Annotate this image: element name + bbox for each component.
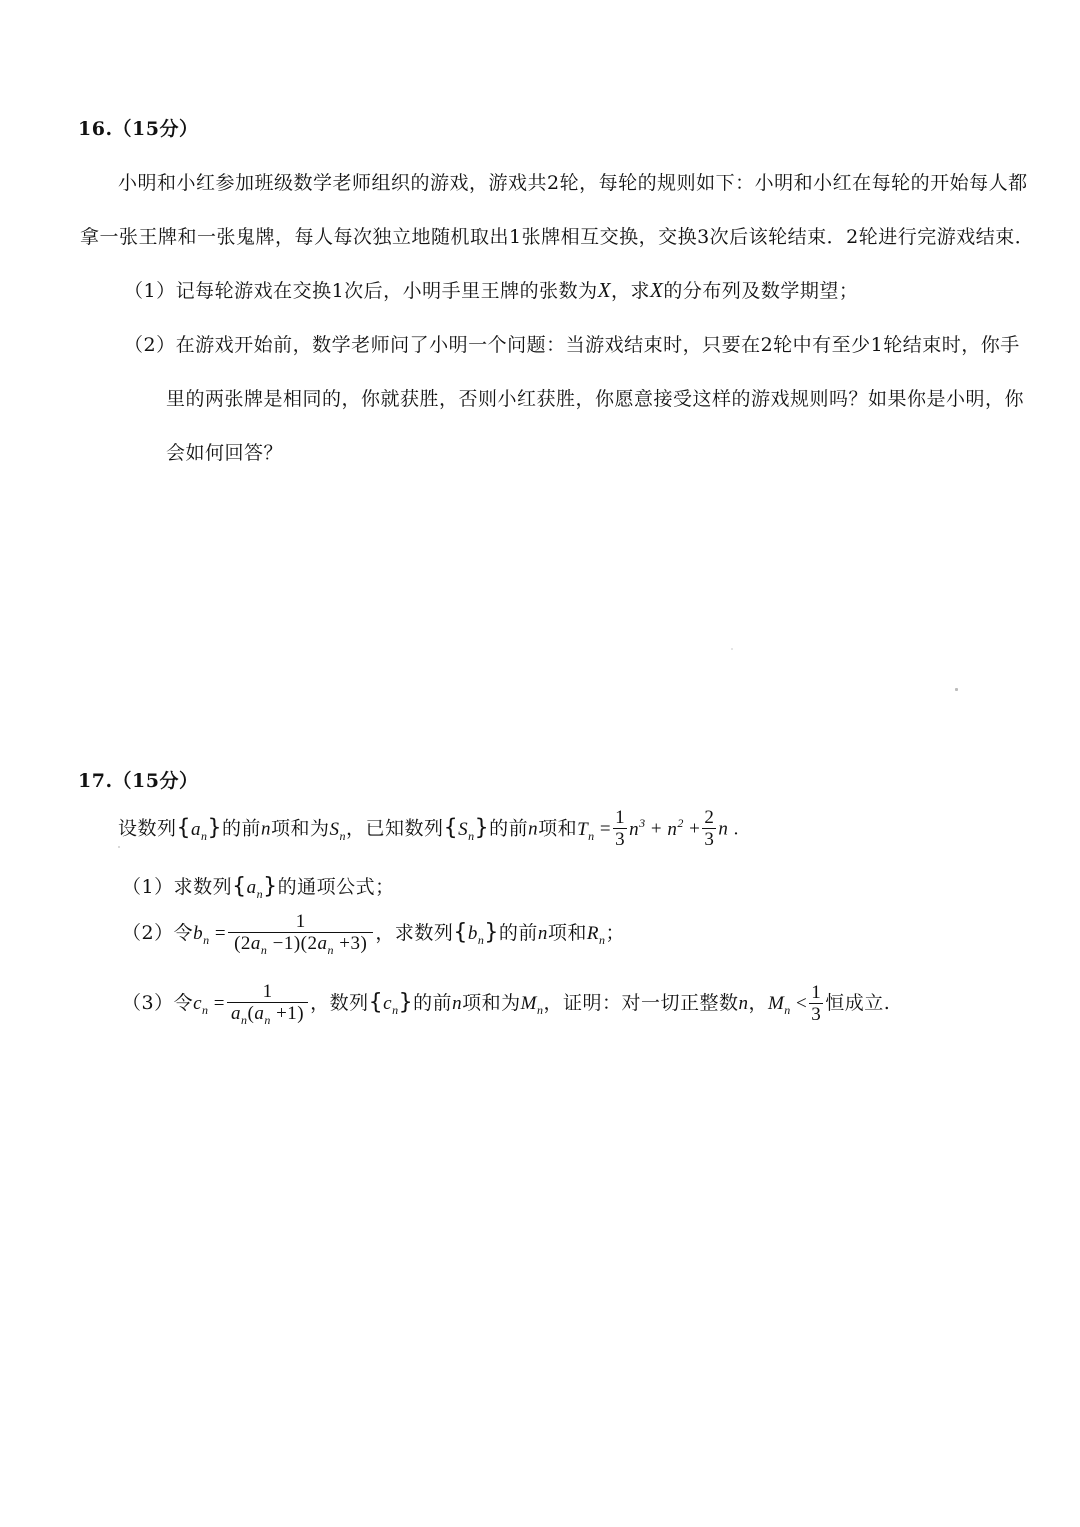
symbol-m-n: $M_n$ xyxy=(520,993,544,1017)
right-brace: } xyxy=(263,874,278,899)
question-17-intro xyxy=(118,808,739,851)
q17-part1-text-b: 的通项公式； xyxy=(277,876,395,898)
scan-speck xyxy=(118,846,120,848)
left-brace: { xyxy=(176,815,192,841)
q16-part1-text-c: 的分布列及数学期望； xyxy=(663,280,859,302)
sequence-a-n: $a_n$ xyxy=(191,818,208,843)
variable-n: n xyxy=(738,993,749,1014)
question-17-part-3 xyxy=(122,982,890,1026)
equals-sign: = xyxy=(594,818,612,840)
left-brace: { xyxy=(368,990,384,1015)
q17-part2-text-d: 项和 xyxy=(547,922,587,944)
q17-part1-text-a: （1）求数列 xyxy=(122,876,233,898)
question-16-part-2-line-3: 会如何回答？ xyxy=(166,442,284,464)
q17-part2-text-a: （2）令 xyxy=(122,922,194,944)
right-brace: } xyxy=(474,815,490,841)
scan-speck xyxy=(955,688,958,691)
formula-t-n: $T_n$ xyxy=(577,818,595,843)
q17-part3-text-g: 恒成立. xyxy=(825,992,891,1014)
q17-part3-text-f: ， xyxy=(748,992,768,1014)
right-brace: } xyxy=(484,920,499,945)
fraction-b-n-definition: $\frac{1}{(2a_n -1)(2a_n +3)}$ xyxy=(228,912,373,956)
symbol-s-n: $S_n$ xyxy=(329,818,347,843)
fraction-c-n-definition: $\frac{1}{a_n(a_n +1)}$ xyxy=(227,982,308,1026)
q17-intro-text-d: ，已知数列 xyxy=(346,817,444,840)
q17-part3-text-c: 的前 xyxy=(413,992,453,1014)
equals-sign: = xyxy=(209,923,227,944)
question-16-intro-line-1: 小明和小红参加班级数学老师组织的游戏，游戏共2轮，每轮的规则如下：小明和小红在每轮的开始每人都 xyxy=(118,172,1028,194)
sequence-c-n: $c_n$ xyxy=(383,993,399,1017)
symbol-c-n: $c_n$ xyxy=(193,993,209,1017)
variable-x: X xyxy=(650,278,664,302)
question-17-header: 17.（15分） xyxy=(78,770,199,792)
left-brace: { xyxy=(453,920,468,945)
q17-part3-text-b: ，数列 xyxy=(310,992,369,1014)
q16-part1-text-b: ，求 xyxy=(611,280,651,302)
question-17-part-1 xyxy=(122,872,395,899)
q17-part3-text-a: （3）令 xyxy=(122,992,194,1014)
q16-part1-text-a: （1）记每轮游戏在交换1次后，小明手里王牌的张数为 xyxy=(124,280,598,302)
right-brace: } xyxy=(398,990,414,1015)
plus-sign: + xyxy=(645,818,668,840)
question-16-part-2-line-2: 里的两张牌是相同的，你就获胜，否则小红获胜，你愿意接受这样的游戏规则吗？如果你是小明，你 xyxy=(166,388,1025,410)
fraction-one-third: $\frac{1}{3}$ xyxy=(811,981,822,1025)
variable-n: n xyxy=(718,818,729,840)
equals-sign: = xyxy=(208,993,225,1014)
variable-n: n xyxy=(528,818,539,840)
term-n-squared: $n^2$ xyxy=(667,815,684,840)
variable-n: n xyxy=(537,923,548,944)
question-16-part-1 xyxy=(124,276,858,303)
question-16-intro-line-2: 拿一张王牌和一张鬼牌，每人每次独立地随机取出1张牌相互交换，交换3次后该轮结束．2轮进行完游戏结束． xyxy=(80,226,1035,248)
q17-intro-text-e: 的前 xyxy=(489,817,529,840)
fraction-two-thirds: $\frac{2}{3}$ xyxy=(704,807,715,850)
question-17-part-2 xyxy=(122,912,625,956)
right-brace: } xyxy=(207,815,223,841)
symbol-b-n: $b_n$ xyxy=(193,923,210,947)
q17-intro-text-f: 项和 xyxy=(538,817,578,840)
variable-x: X xyxy=(597,278,612,302)
q17-intro-text-b: 的前 xyxy=(222,817,262,840)
scan-speck xyxy=(731,648,733,650)
q17-part2-text-b: ，求数列 xyxy=(375,922,454,944)
left-brace: { xyxy=(443,815,459,841)
q17-part2-text-e: ； xyxy=(605,922,625,944)
plus-sign: + xyxy=(683,818,701,840)
term-n-cubed: $n^3$ xyxy=(629,815,646,840)
period: . xyxy=(728,818,739,840)
symbol-m-n: $M_n$ xyxy=(767,993,791,1017)
question-16-part-2-line-1: （2）在游戏开始前，数学老师问了小明一个问题：当游戏结束时，只要在2轮中有至少1轮结束时，你手 xyxy=(124,334,1020,356)
q17-part3-text-d: 项和为 xyxy=(462,992,521,1014)
sequence-b-n: $b_n$ xyxy=(467,923,485,947)
q17-intro-text-c: 项和为 xyxy=(271,817,330,840)
q17-intro-text-a: 设数列 xyxy=(118,817,177,840)
left-brace: { xyxy=(232,874,247,899)
fraction-one-third: $\frac{1}{3}$ xyxy=(615,807,626,850)
variable-n: n xyxy=(452,993,463,1014)
question-16-header: 16.（15分） xyxy=(78,118,199,140)
sequence-s-n: $S_n$ xyxy=(458,818,475,843)
sequence-a-n: $a_n$ xyxy=(246,877,264,901)
less-than-sign: < xyxy=(790,993,808,1014)
symbol-r-n: $R_n$ xyxy=(586,923,606,947)
q17-part2-text-c: 的前 xyxy=(498,922,538,944)
variable-n: n xyxy=(261,818,272,840)
q17-part3-text-e: ，证明：对一切正整数 xyxy=(543,992,739,1014)
